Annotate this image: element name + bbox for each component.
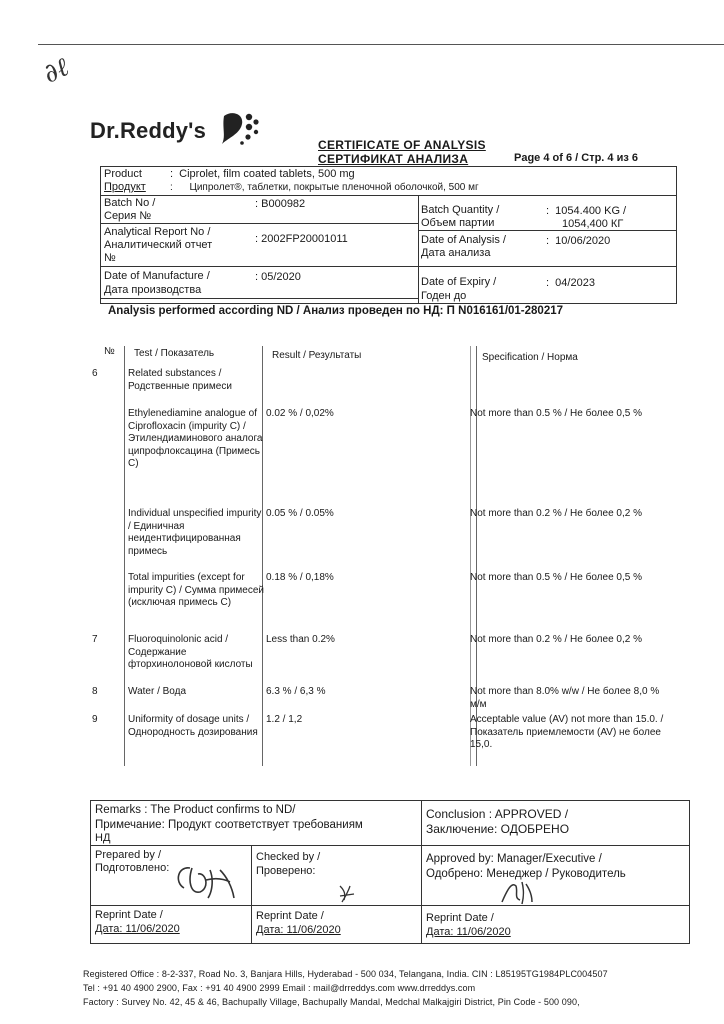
footer-registered-office: Registered Office : 8-2-337, Road No. 3, Banjara Hills, Hyderabad - 500 034, Telangana, India. CIN : L85195TG1984PLC004507 [83,969,608,979]
expiry-date-label-ru: Годен до [421,290,467,302]
page-number: Page 4 of 6 / Стр. 4 из 6 [514,152,638,164]
row-result: 0.05 % / 0.05% [266,508,334,519]
batch-no-label-ru: Серия № [104,210,152,222]
row-number: 7 [92,634,98,645]
row-specification: Not more than 0.2 % / Не более 0,2 % [470,634,642,645]
row-specification: Not more than 0.2 % / Не более 0,2 % [470,508,642,519]
row-test-name: Related substances / Родственные примеси [128,368,232,392]
analysis-standard-line: Analysis performed according ND / Анализ проведен по НД: П N016161/01-280217 [108,305,564,317]
row-test-name: Total impurities (except for impurity C) / Сумма примесей (исключая примесь С) [128,572,265,608]
remarks-ru: Примечание: Продукт соответствует требованиям [95,819,363,831]
batch-no-label: Batch No / [104,197,156,209]
batch-qty-value-ru: 1054,400 КГ [562,218,624,230]
col-header-result: Result / Результаты [272,350,362,361]
company-logo-text: Dr.Reddy's [90,118,207,143]
row-specification: Not more than 8.0% w/w / Не более 8,0 % м/м [470,686,660,710]
checked-by-label-ru: Проверено: [256,865,316,877]
product-value-ru: : Ципролет®, таблетки, покрытые пленочной оболочкой, 500 мг [170,182,479,193]
row-test-name: Individual unspecified impurity / Единичная неидентифицированная примесь [128,508,262,557]
row-result: 0.18 % / 0,18% [266,572,334,583]
row-number: 9 [92,714,98,725]
approved-by-label: Approved by: Manager/Executive / [426,853,602,865]
col-header-no: № [104,346,115,357]
row-result: Less than 0.2% [266,634,335,645]
row-test-name: Water / Вода [128,686,187,697]
scan-top-edge [38,44,724,45]
row-test-name: Uniformity of dosage units / Однородность дозирования [128,714,258,738]
product-label-ru: Продукт [104,181,146,193]
row-test-name: Fluoroquinolonic acid / Содержание фторхинолоновой кислоты [128,634,253,670]
reprint-date-label-2: Reprint Date / [256,910,324,922]
remarks-en: Remarks : The Product confirms to ND/ [95,804,296,816]
date-analysis-label-ru: Дата анализа [421,247,491,259]
col-header-spec: Specification / Норма [482,352,578,363]
mfg-date-label-ru: Дата производства [104,284,202,296]
remarks-ru-nd: НД [95,832,111,844]
prepared-signature [170,858,242,902]
footer-contact: Tel : +91 40 4900 2900, Fax : +91 40 4900 2999 Email : mail@drreddys.com www.drreddys.com [83,983,476,993]
row-number: 8 [92,686,98,697]
conclusion-ru: Заключение: ОДОБРЕНО [426,822,570,836]
row-result: 0.02 % / 0,02% [266,408,334,419]
handwritten-margin-mark: ∂ℓ [38,52,74,90]
row-specification: Not more than 0.5 % / Не более 0,5 % [470,408,642,419]
row-result: 1.2 / 1,2 [266,714,303,725]
prepared-by-label-ru: Подготовлено: [95,862,170,874]
batch-qty-label: Batch Quantity / [421,204,500,216]
report-label-ru: Аналитический отчет [104,239,213,251]
approved-signature [498,878,538,906]
batch-no-value: : B000982 [255,198,306,210]
reprint-date-value-1: Дата: 11/06/2020 [95,923,180,935]
date-analysis-label: Date of Analysis / [421,234,506,246]
certificate-title: CERTIFICATE OF ANALYSIS СЕРТИФИКАТ АНАЛИЗА [318,138,486,166]
reprint-date-label-1: Reprint Date / [95,909,163,921]
company-logo-icon [218,110,260,148]
reprint-date-value-2: Дата: 11/06/2020 [256,924,341,936]
checked-signature [336,884,360,904]
footer-factory: Factory : Survey No. 42, 45 & 46, Bachupally Village, Bachupally Mandal, Medchal Malkajgiri District, Pin Code - 500 090, [83,997,580,1007]
checked-by-label: Checked by / [256,851,321,863]
conclusion-en: Conclusion : APPROVED / [426,807,569,821]
batch-qty-label-ru: Объем партии [421,217,495,229]
row-result: 6.3 % / 6,3 % [266,686,326,697]
batch-qty-value: : 1054.400 KG / [546,205,627,217]
report-label: Analytical Report No / [104,226,211,238]
product-value: : Ciprolet, film coated tablets, 500 mg [170,168,355,180]
row-number: 6 [92,368,98,379]
expiry-date-value: : 04/2023 [546,277,595,289]
report-label-ru-no: № [104,252,116,264]
report-no-value: : 2002FP20001011 [255,233,348,245]
row-specification: Not more than 0.5 % / Не более 0,5 % [470,572,642,583]
expiry-date-label: Date of Expiry / [421,276,497,288]
col-header-test: Test / Показатель [134,348,215,359]
reprint-date-label-3: Reprint Date / [426,912,494,924]
mfg-date-label: Date of Manufacture / [104,270,210,282]
mfg-date-value: : 05/2020 [255,271,301,283]
product-label: Product [104,168,142,180]
prepared-by-label: Prepared by / [95,849,162,861]
reprint-date-value-3: Дата: 11/06/2020 [426,926,511,938]
row-specification: Acceptable value (AV) not more than 15.0. / Показатель приемлемости (AV) не более 15,0. [470,714,664,750]
row-test-name: Ethylenediamine analogue of Ciprofloxacin (impurity C) / Этилендиаминового аналога ципрофлоксацина (Примесь С) [128,408,263,469]
date-analysis-value: : 10/06/2020 [546,235,611,247]
approved-by-label-ru: Одобрено: Менеджер / Руководитель [426,868,626,880]
